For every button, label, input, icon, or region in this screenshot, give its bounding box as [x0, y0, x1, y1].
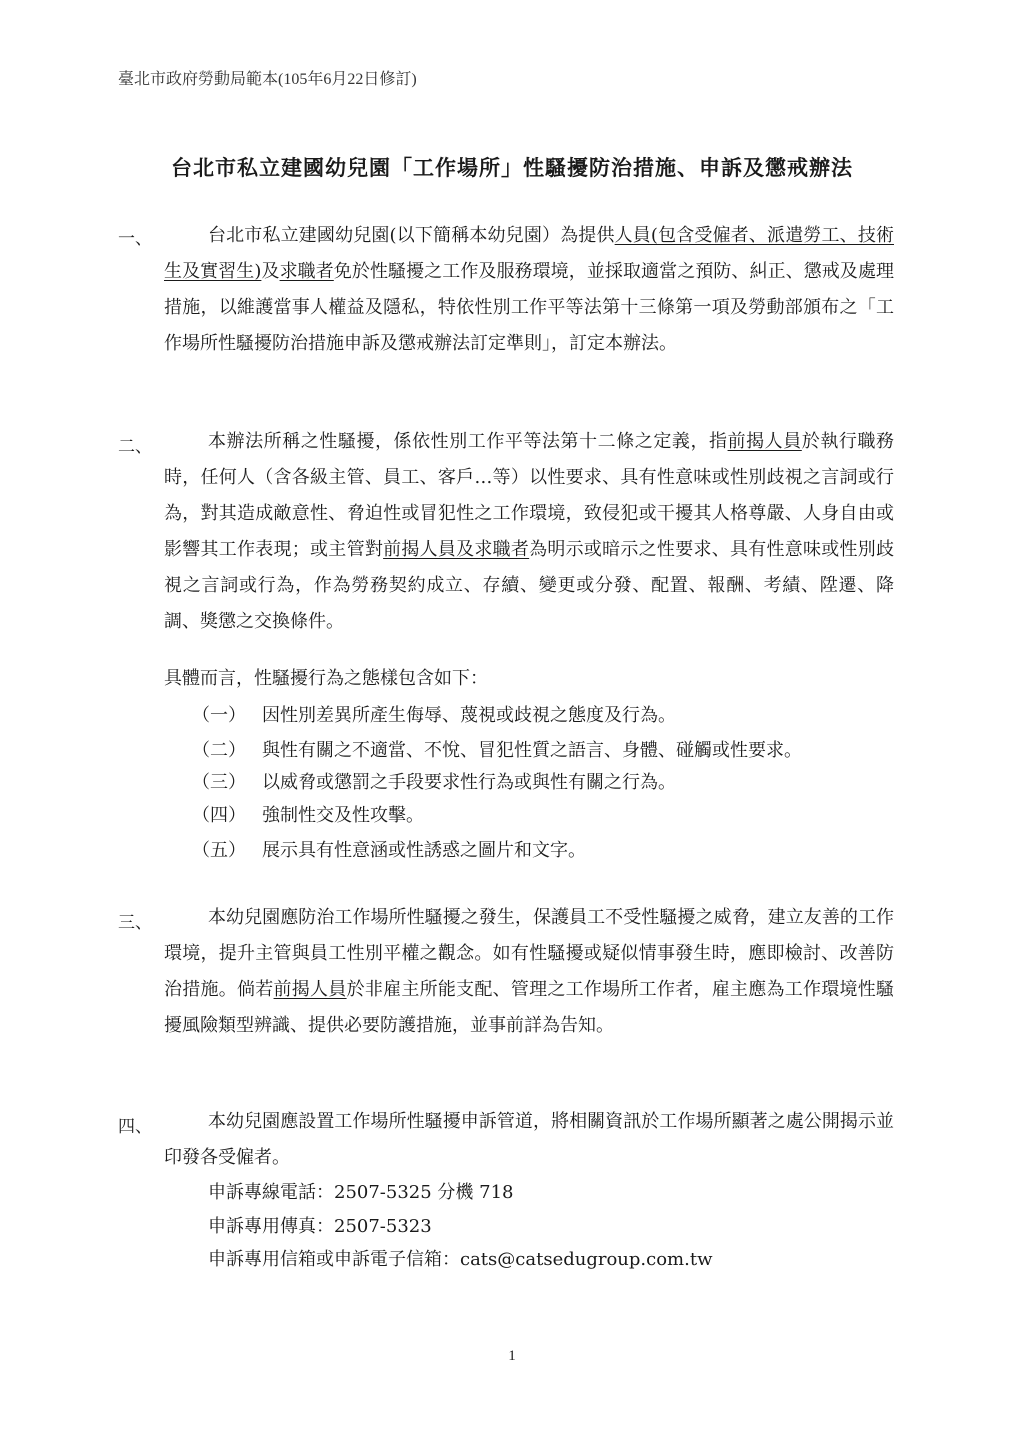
underlined-text: 前揭人員及求職者 [383, 539, 530, 560]
complaint-phone: 申訴專線電話：2507-5325 分機 718 [208, 1182, 514, 1203]
item-text: 以威脅或懲罰之手段要求性行為或與性有關之行為。 [262, 772, 676, 793]
section-paragraph [164, 424, 894, 640]
underlined-text: 人員(包含受僱者、派遣勞工、技術生及實習生) [164, 225, 894, 282]
page-number: 1 [508, 1348, 516, 1364]
section-paragraph [164, 900, 894, 1044]
item-text: 與性有關之不適當、不悅、冒犯性質之語言、身體、碰觸或性要求。 [262, 740, 802, 761]
text-run: 本幼兒園應防治工作場所性騷擾之發生，保護員工不受性騷擾之威脅，建立友善的工作環境，提升主管與員工性別平權之觀念。如有性騷擾或疑似情事發生時，應即檢討、改善防治措施。倘若 [164, 907, 894, 1000]
section-paragraph [164, 218, 894, 362]
text-run: 本辦法所稱之性騷擾，係依性別工作平等法第十二條之定義，指 [208, 431, 728, 452]
list-item [192, 768, 676, 794]
item-mark: （四） [192, 805, 246, 826]
item-mark: （五） [192, 840, 246, 861]
item-mark: （二） [192, 740, 246, 761]
list-item [192, 701, 676, 727]
item-text: 展示具有性意涵或性誘惑之圖片和文字。 [262, 840, 586, 861]
section-number: 一、 [118, 229, 152, 249]
item-text: 因性別差異所產生侮辱、蔑視或歧視之態度及行為。 [262, 705, 676, 726]
item-mark: （三） [192, 772, 246, 793]
underlined-text: 前揭人員 [727, 431, 802, 452]
text-run: 本幼兒園應設置工作場所性騷擾申訴管道，將相關資訊於工作場所顯著之處公開揭示並印發各受僱者。 [164, 1111, 894, 1168]
section-number: 二、 [118, 437, 152, 457]
text-run: 為明示或暗示之性要求、具有性意味或性別歧視之言詞或行為，作為勞務契約成立、存續、變更或分發、配置、報酬、考績、陞遷、降調、獎懲之交換條件。 [164, 539, 895, 632]
section-number: 四、 [118, 1117, 152, 1137]
complaint-fax: 申訴專用傳真：2507-5323 [208, 1216, 432, 1237]
underlined-text: 求職者 [279, 261, 334, 282]
list-item [192, 801, 424, 827]
complaint-email: 申訴專用信箱或申訴電子信箱：cats@catsedugroup.com.tw [208, 1249, 713, 1270]
text-run: 及 [261, 261, 280, 282]
list-item [192, 736, 802, 762]
section-paragraph [164, 1104, 894, 1176]
sub-intro: 具體而言，性騷擾行為之態樣包含如下： [164, 668, 488, 689]
item-mark: （一） [192, 705, 246, 726]
document-title: 台北市私立建國幼兒園「工作場所」性騷擾防治措施、申訴及懲戒辦法 [171, 155, 853, 180]
underlined-text: 前揭人員 [273, 979, 347, 1000]
text-run: 於非雇主所能支配、管理之工作場所工作者，雇主應為工作環境性騷擾風險類型辨識、提供必要防護措施，並事前詳為告知。 [164, 979, 895, 1036]
section-number: 三、 [118, 913, 152, 933]
item-text: 強制性交及性攻擊。 [262, 805, 424, 826]
text-run: 於執行職務時，任何人（含各級主管、員工、客戶…等）以性要求、具有性意味或性別歧視之言詞或行為，對其造成敵意性、脅迫性或冒犯性之工作環境，致侵犯或干擾其人格尊嚴、人身自由或影響其工作表現；或主管對 [164, 431, 895, 560]
list-item [192, 836, 586, 862]
text-run: 台北市私立建國幼兒園(以下簡稱本幼兒園）為提供 [208, 225, 615, 246]
header-note: 臺北市政府勞動局範本(105年6月22日修訂) [118, 71, 417, 88]
text-run: 免於性騷擾之工作及服務環境，並採取適當之預防、糾正、懲戒及處理措施，以維護當事人權益及隱私，特依性別工作平等法第十三條第一項及勞動部頒布之「工作場所性騷擾防治措施申訴及懲戒辦法訂定準則」，訂定本辦法。 [164, 261, 895, 354]
